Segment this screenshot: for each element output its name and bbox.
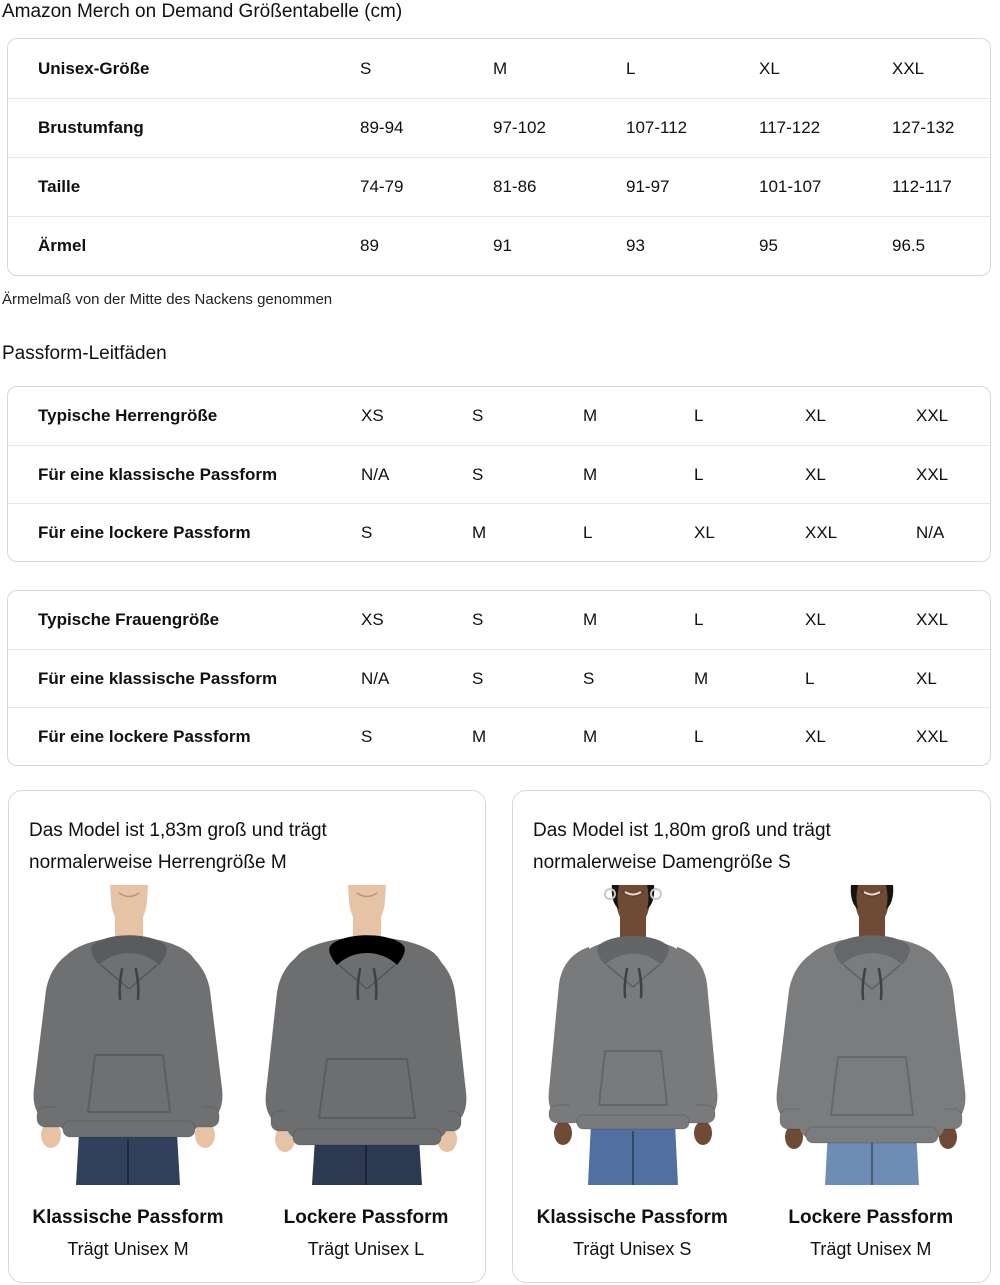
size-cell: S bbox=[583, 668, 595, 688]
size-cell: M bbox=[694, 668, 709, 688]
col-header: M bbox=[493, 58, 508, 78]
model-labels bbox=[513, 1207, 990, 1260]
row-label: Ärmel bbox=[38, 236, 87, 255]
col-header: XXL bbox=[916, 406, 949, 425]
wears-label: Trägt Unisex L bbox=[307, 1239, 425, 1259]
col-header: M bbox=[583, 406, 598, 425]
size-cell: 101-107 bbox=[759, 177, 822, 196]
size-cell: XL bbox=[805, 726, 826, 746]
card-description: Das Model ist 1,83m groß und trägt normalerweise Herrengröße M bbox=[29, 820, 327, 873]
label-col bbox=[247, 1207, 485, 1260]
size-cell: S bbox=[472, 464, 484, 484]
size-cell: L bbox=[694, 464, 704, 484]
size-cell: 91-97 bbox=[626, 177, 670, 196]
model-photos bbox=[9, 885, 485, 1185]
label-col bbox=[9, 1207, 247, 1260]
model-photo-loose bbox=[247, 885, 485, 1185]
table-row bbox=[8, 445, 990, 503]
female-classic-hoodie-figure bbox=[519, 885, 745, 1185]
size-cell: 81-86 bbox=[493, 177, 537, 196]
model-photo-classic bbox=[513, 885, 752, 1185]
page-title: Amazon Merch on Demand Größentabelle (cm) bbox=[2, 1, 403, 22]
size-cell: M bbox=[472, 726, 487, 746]
size-cell: M bbox=[583, 726, 598, 746]
size-cell: XXL bbox=[916, 726, 949, 746]
fit-label: Klassische Passform bbox=[32, 1207, 224, 1228]
male-loose-hoodie-figure bbox=[253, 885, 479, 1185]
size-cell: XXL bbox=[805, 522, 838, 542]
womens-fit-table bbox=[7, 590, 991, 766]
size-cell: N/A bbox=[361, 464, 390, 484]
label-col bbox=[752, 1207, 991, 1260]
size-cell: XL bbox=[916, 668, 937, 688]
unisex-size-table bbox=[7, 38, 991, 276]
size-cell: S bbox=[361, 726, 373, 746]
size-cell: 117-122 bbox=[759, 118, 821, 137]
table-row bbox=[8, 707, 990, 765]
size-cell: M bbox=[472, 522, 487, 542]
fit-label: Lockere Passform bbox=[788, 1207, 954, 1228]
col-header: L bbox=[694, 610, 704, 629]
row-label: Unisex-Größe bbox=[38, 58, 150, 78]
size-cell: N/A bbox=[361, 668, 390, 688]
col-header: XS bbox=[361, 610, 384, 629]
row-label: Typische Herrengröße bbox=[38, 406, 218, 425]
col-header: S bbox=[360, 58, 372, 78]
col-header: XS bbox=[361, 406, 384, 425]
row-label: Typische Frauengröße bbox=[38, 610, 220, 629]
col-header: XXL bbox=[916, 610, 949, 629]
table-header-row bbox=[8, 387, 990, 445]
size-cell: 89-94 bbox=[360, 118, 404, 137]
col-header: XL bbox=[759, 58, 780, 78]
model-labels bbox=[9, 1207, 485, 1260]
fit-label: Lockere Passform bbox=[283, 1207, 449, 1228]
col-header: S bbox=[472, 610, 484, 629]
mens-fit-table bbox=[7, 386, 991, 562]
size-cell: N/A bbox=[916, 522, 945, 542]
col-header: L bbox=[694, 406, 704, 425]
size-cell: 107-112 bbox=[626, 118, 688, 137]
row-label: Taille bbox=[38, 177, 81, 196]
fit-label: Klassische Passform bbox=[536, 1207, 728, 1228]
row-label: Für eine klassische Passform bbox=[38, 668, 278, 688]
size-cell: L bbox=[805, 668, 815, 688]
sleeve-measure-note: Ärmelmaß von der Mitte des Nackens genommen bbox=[2, 291, 333, 308]
female-loose-hoodie-figure bbox=[758, 885, 984, 1185]
size-cell: 93 bbox=[626, 236, 645, 255]
col-header: S bbox=[472, 406, 484, 425]
row-label: Für eine lockere Passform bbox=[38, 522, 251, 542]
size-cell: XL bbox=[805, 464, 826, 484]
size-cell: L bbox=[694, 726, 704, 746]
wears-label: Trägt Unisex M bbox=[810, 1239, 932, 1259]
col-header: M bbox=[583, 610, 598, 629]
size-cell: 89 bbox=[360, 236, 379, 255]
fit-guides-heading: Passform-Leitfäden bbox=[2, 343, 167, 364]
table-row bbox=[8, 216, 990, 275]
size-cell: 112-117 bbox=[892, 177, 952, 196]
size-cell: L bbox=[583, 522, 593, 542]
table-header-row bbox=[8, 591, 990, 649]
col-header: XL bbox=[805, 610, 826, 629]
size-cell: XL bbox=[694, 522, 715, 542]
size-cell: 127-132 bbox=[892, 118, 955, 137]
size-cell: 91 bbox=[493, 236, 512, 255]
table-row bbox=[8, 503, 990, 561]
model-card-women bbox=[512, 790, 991, 1283]
col-header: XXL bbox=[892, 58, 925, 78]
size-cell: 74-79 bbox=[360, 177, 404, 196]
size-cell: XXL bbox=[916, 464, 949, 484]
model-card-men bbox=[8, 790, 486, 1283]
model-photo-loose bbox=[752, 885, 991, 1185]
male-classic-hoodie-figure bbox=[15, 885, 241, 1185]
col-header: XL bbox=[805, 406, 826, 425]
size-cell: 96.5 bbox=[892, 236, 926, 255]
size-cell: 95 bbox=[759, 236, 778, 255]
size-cell: 97-102 bbox=[493, 118, 546, 137]
table-row bbox=[8, 649, 990, 707]
table-row bbox=[8, 157, 990, 216]
col-header: L bbox=[626, 58, 636, 78]
label-col bbox=[513, 1207, 752, 1260]
row-label: Brustumfang bbox=[38, 118, 144, 137]
model-photo-classic bbox=[9, 885, 247, 1185]
row-label: Für eine klassische Passform bbox=[38, 464, 278, 484]
wears-label: Trägt Unisex M bbox=[67, 1239, 189, 1259]
size-cell: S bbox=[472, 668, 484, 688]
wears-label: Trägt Unisex S bbox=[573, 1239, 692, 1259]
card-description: Das Model ist 1,80m groß und trägt normalerweise Damengröße S bbox=[533, 820, 831, 873]
table-row bbox=[8, 98, 990, 157]
model-photos bbox=[513, 885, 990, 1185]
size-cell: S bbox=[361, 522, 373, 542]
size-cell: M bbox=[583, 464, 598, 484]
row-label: Für eine lockere Passform bbox=[38, 726, 251, 746]
table-header-row bbox=[8, 39, 990, 98]
